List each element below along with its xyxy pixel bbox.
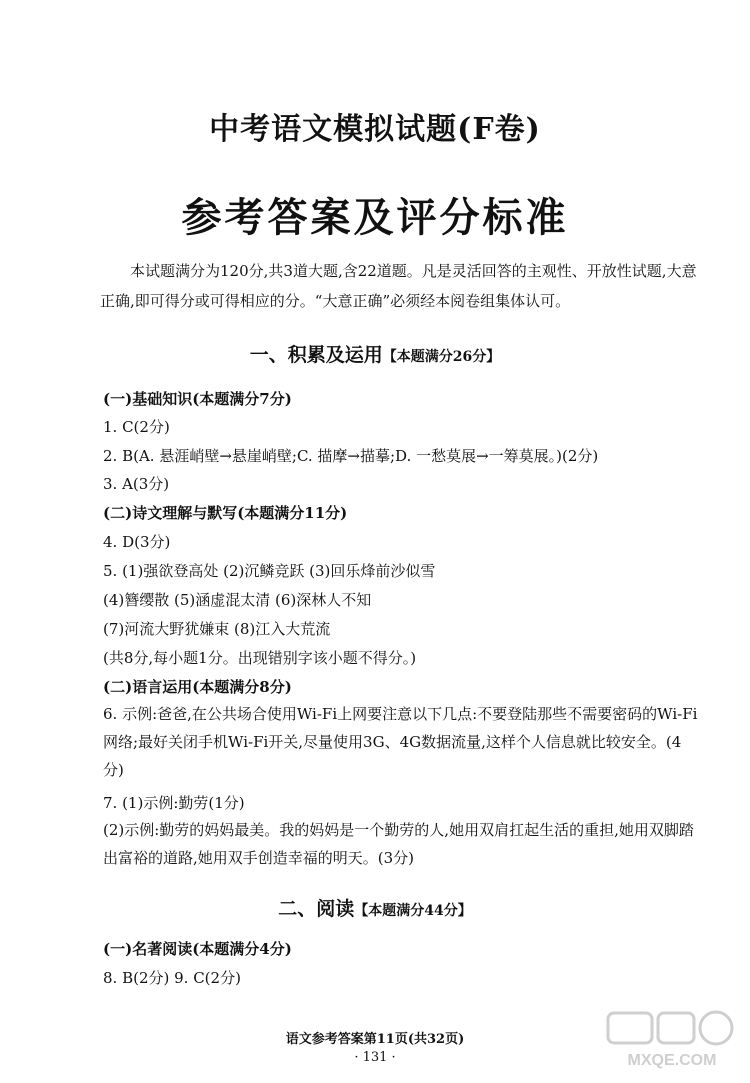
section-heading-2-note: 【本题满分44分】 [354,903,472,919]
answer-5-line3: (7)河流大野犹嫌束 (8)江入大荒流 [103,620,331,638]
section-heading-1-text: 一、积累及运用 [249,344,383,366]
answer-7-part2: (2)示例:勤劳的妈妈最美。我的妈妈是一个勤劳的人,她用双肩扛起生活的重担,她用双脚踏出富裕的道路,她用双手创造幸福的明天。(3分) [103,821,694,867]
section-heading-2-text: 二、阅读 [278,898,355,920]
answer-8-9: 8. B(2分) 9. C(2分) [103,969,241,987]
part-heading-1: (一)基础知识(本题满分7分) [103,390,292,408]
footer-caption: 语文参考答案第11页(共32页) [285,1032,465,1047]
part-heading-4: (一)名著阅读(本题满分4分) [103,940,292,958]
part-heading-3: (二)语言运用(本题满分8分) [103,678,292,696]
watermark-text: MXQE.COM [627,1052,717,1069]
part-heading-2: (二)诗文理解与默写(本题满分11分) [103,504,348,522]
answer-5-line1: 5. (1)强欲登高处 (2)沉鳞竞跃 (3)回乐烽前沙似雪 [103,562,436,580]
answer-5-note: (共8分,每小题1分。出现错别字该小题不得分。) [103,649,417,667]
section-heading-1-note: 【本题满分26分】 [382,349,501,365]
answer-1: 1. C(2分) [103,418,170,436]
answer-7-part1: 7. (1)示例:勤劳(1分) [103,794,245,812]
answer-2: 2. B(A. 悬涯峭壁→悬崖峭壁;C. 描摩→描摹;D. 一愁莫展→一筹莫展。)(2分) [103,447,599,465]
answer-title: 参考答案及评分标准 [181,194,569,241]
section-heading-1 [0,340,750,367]
intro-paragraph: 本试题满分为120分,共3道大题,含22道题。凡是灵活回答的主观性、开放性试题,大意正确,即可得分或可得相应的分。“大意正确”必须经本阅卷组集体认可。 [100,262,697,310]
exam-title: 中考语文模拟试题(F卷) [209,112,541,147]
answer-3: 3. A(3分) [103,475,170,493]
page-number: · 131 · [354,1050,396,1065]
answer-6: 6. 示例:爸爸,在公共场合使用Wi-Fi上网要注意以下几点:不要登陆那些不需要密码的Wi-Fi网络;最好关闭手机Wi-Fi开关,尽量使用3G、4G数据流量,这样个人信息就比较安全。(4分) [103,705,698,779]
section-heading-2 [0,894,750,921]
watermark-logo-icon [602,1009,742,1071]
answer-4: 4. D(3分) [103,533,171,551]
answer-5-line2: (4)簪缨散 (5)涵虚混太清 (6)深林人不知 [103,591,372,609]
